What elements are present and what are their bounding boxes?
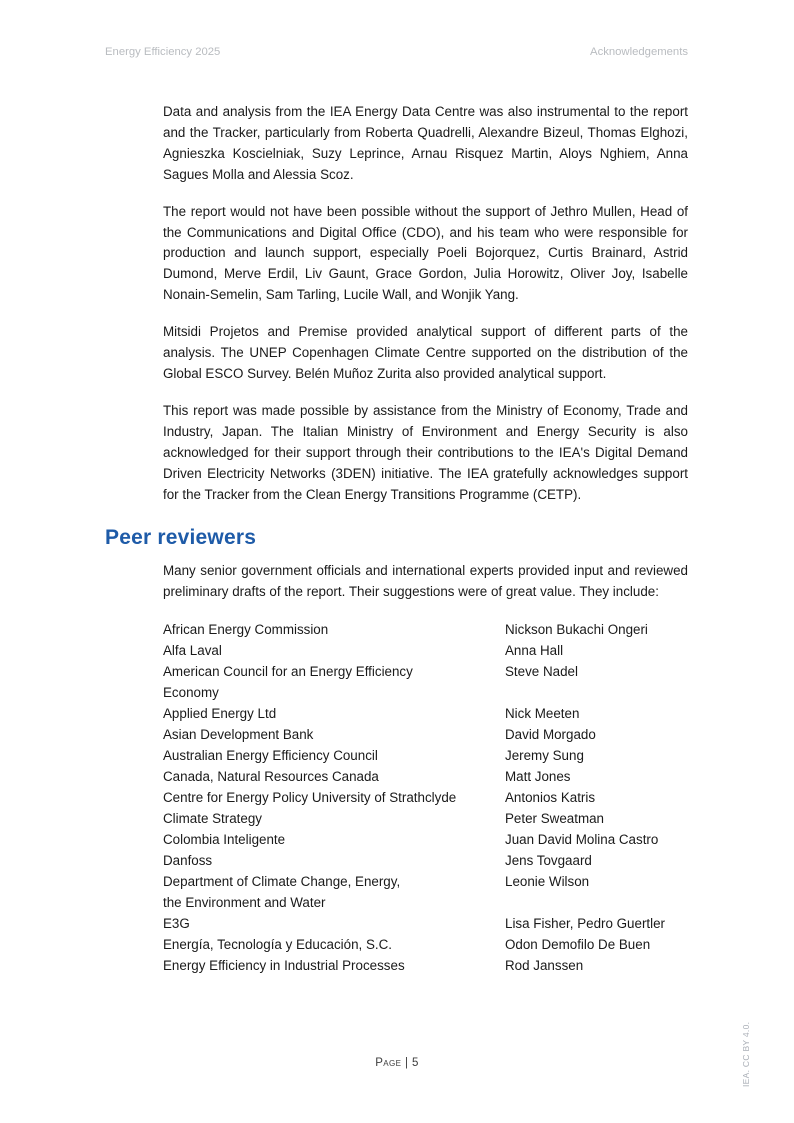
reviewer-org: Alfa Laval xyxy=(163,643,222,659)
reviewer-row xyxy=(163,640,688,661)
reviewer-name: Nick Meeten xyxy=(505,706,580,722)
reviewer-row xyxy=(163,661,688,682)
reviewer-row xyxy=(163,850,688,871)
license-side-label: IEA. CC BY 4.0. xyxy=(741,1021,751,1087)
paragraph-data-centre: Data and analysis from the IEA Energy Data Centre was also instrumental to the report and the Tracker, particularly from Roberta Quadrelli, Alexandre Bizeul, Thomas Elghozi, Agnieszka Koscielniak, Suzy Leprince, Arnau Risquez Martin, Aloys Nghiem, Anna Sagues Molla and Alessia Scoz. xyxy=(163,104,688,182)
peer-reviewers-heading: Peer reviewers xyxy=(105,526,257,550)
reviewer-name: Odon Demofilo De Buen xyxy=(505,937,651,953)
reviewer-org: E3G xyxy=(163,916,190,932)
reviewer-org: Climate Strategy xyxy=(163,811,262,827)
reviewer-org: Australian Energy Efficiency Council xyxy=(163,748,378,764)
reviewer-name: Jeremy Sung xyxy=(505,748,584,764)
paragraph-funding: This report was made possible by assistance from the Ministry of Economy, Trade and Industry, Japan. The Italian Ministry of Environment and Energy Security is also acknowledged for their support through their contributions to the IEA's Digital Demand Driven Electricity Networks (3DEN) initiative. The IEA gratefully acknowledges support for the Tracker from the Clean Energy Transitions Programme (CETP). xyxy=(163,402,688,502)
reviewer-name: David Morgado xyxy=(505,727,596,743)
page-number-label: Page | 5 xyxy=(375,1057,419,1069)
reviewer-org: Department of Climate Change, Energy, xyxy=(163,874,401,890)
reviewer-org: African Energy Commission xyxy=(163,622,329,638)
reviewer-org: Colombia Inteligente xyxy=(163,832,286,848)
reviewer-org: Applied Energy Ltd xyxy=(163,706,277,722)
reviewer-row xyxy=(163,892,688,913)
reviewer-name: Peter Sweatman xyxy=(505,811,604,827)
reviewer-org: Danfoss xyxy=(163,853,213,869)
reviewer-name: Juan David Molina Castro xyxy=(505,832,659,848)
reviewer-name: Antonios Katris xyxy=(505,790,596,806)
reviewer-row xyxy=(163,808,688,829)
reviewer-row xyxy=(163,766,688,787)
page-header xyxy=(105,46,688,58)
reviewer-org: American Council for an Energy Efficiency xyxy=(163,664,413,680)
reviewer-row xyxy=(163,829,688,850)
reviewer-name: Anna Hall xyxy=(505,643,564,659)
reviewer-row xyxy=(163,934,688,955)
paragraph-analytical-support: Mitsidi Projetos and Premise provided analytical support of different parts of the analysis. The UNEP Copenhagen Climate Centre supported on the distribution of the Global ESCO Survey. Belén Muñoz Zurita also provided analytical support. xyxy=(163,324,688,381)
reviewer-name: Nickson Bukachi Ongeri xyxy=(505,622,648,638)
reviewer-row xyxy=(163,682,688,703)
page-number xyxy=(0,1057,794,1069)
reviewer-row xyxy=(163,955,688,976)
reviewer-name: Matt Jones xyxy=(505,769,571,785)
reviewer-row xyxy=(163,703,688,724)
reviewer-org: Energía, Tecnología y Educación, S.C. xyxy=(163,937,393,953)
reviewer-row xyxy=(163,913,688,934)
header-report-title: Energy Efficiency 2025 xyxy=(105,46,221,58)
reviewer-name: Leonie Wilson xyxy=(505,874,590,890)
reviewers-intro: Many senior government officials and international experts provided input and reviewed preliminary drafts of the report. Their suggestions were of great value. They include: xyxy=(163,563,688,600)
reviewer-row xyxy=(163,619,688,640)
header-chapter-title: Acknowledgements xyxy=(590,46,688,58)
reviewer-name: Rod Janssen xyxy=(505,958,584,974)
reviewer-row xyxy=(163,871,688,892)
reviewer-org: Energy Efficiency in Industrial Processes xyxy=(163,958,405,974)
reviewer-row xyxy=(163,724,688,745)
reviewer-org: Economy xyxy=(163,685,219,701)
reviewer-org: Asian Development Bank xyxy=(163,727,314,743)
reviewer-org: the Environment and Water xyxy=(163,895,326,911)
reviewer-row xyxy=(163,787,688,808)
reviewer-name: Jens Tovgaard xyxy=(505,853,592,869)
reviewer-name: Steve Nadel xyxy=(505,664,578,680)
page-content xyxy=(105,102,688,976)
reviewer-org: Centre for Energy Policy University of Strathclyde xyxy=(163,790,457,806)
reviewer-row xyxy=(163,745,688,766)
reviewers-list xyxy=(163,619,688,976)
paragraph-communications: The report would not have been possible without the support of Jethro Mullen, Head of the Communications and Digital Office (CDO), and his team who were responsible for production and launch support, especially Poeli Bojorquez, Curtis Brainard, Astrid Dumond, Merve Erdil, Liv Gaunt, Grace Gordon, Julia Horowitz, Oliver Joy, Isabelle Nonain-Semelin, Sam Tarling, Lucile Wall, and Wonjik Yang. xyxy=(163,203,688,303)
reviewer-org: Canada, Natural Resources Canada xyxy=(163,769,379,785)
reviewer-name: Lisa Fisher, Pedro Guertler xyxy=(505,916,666,932)
